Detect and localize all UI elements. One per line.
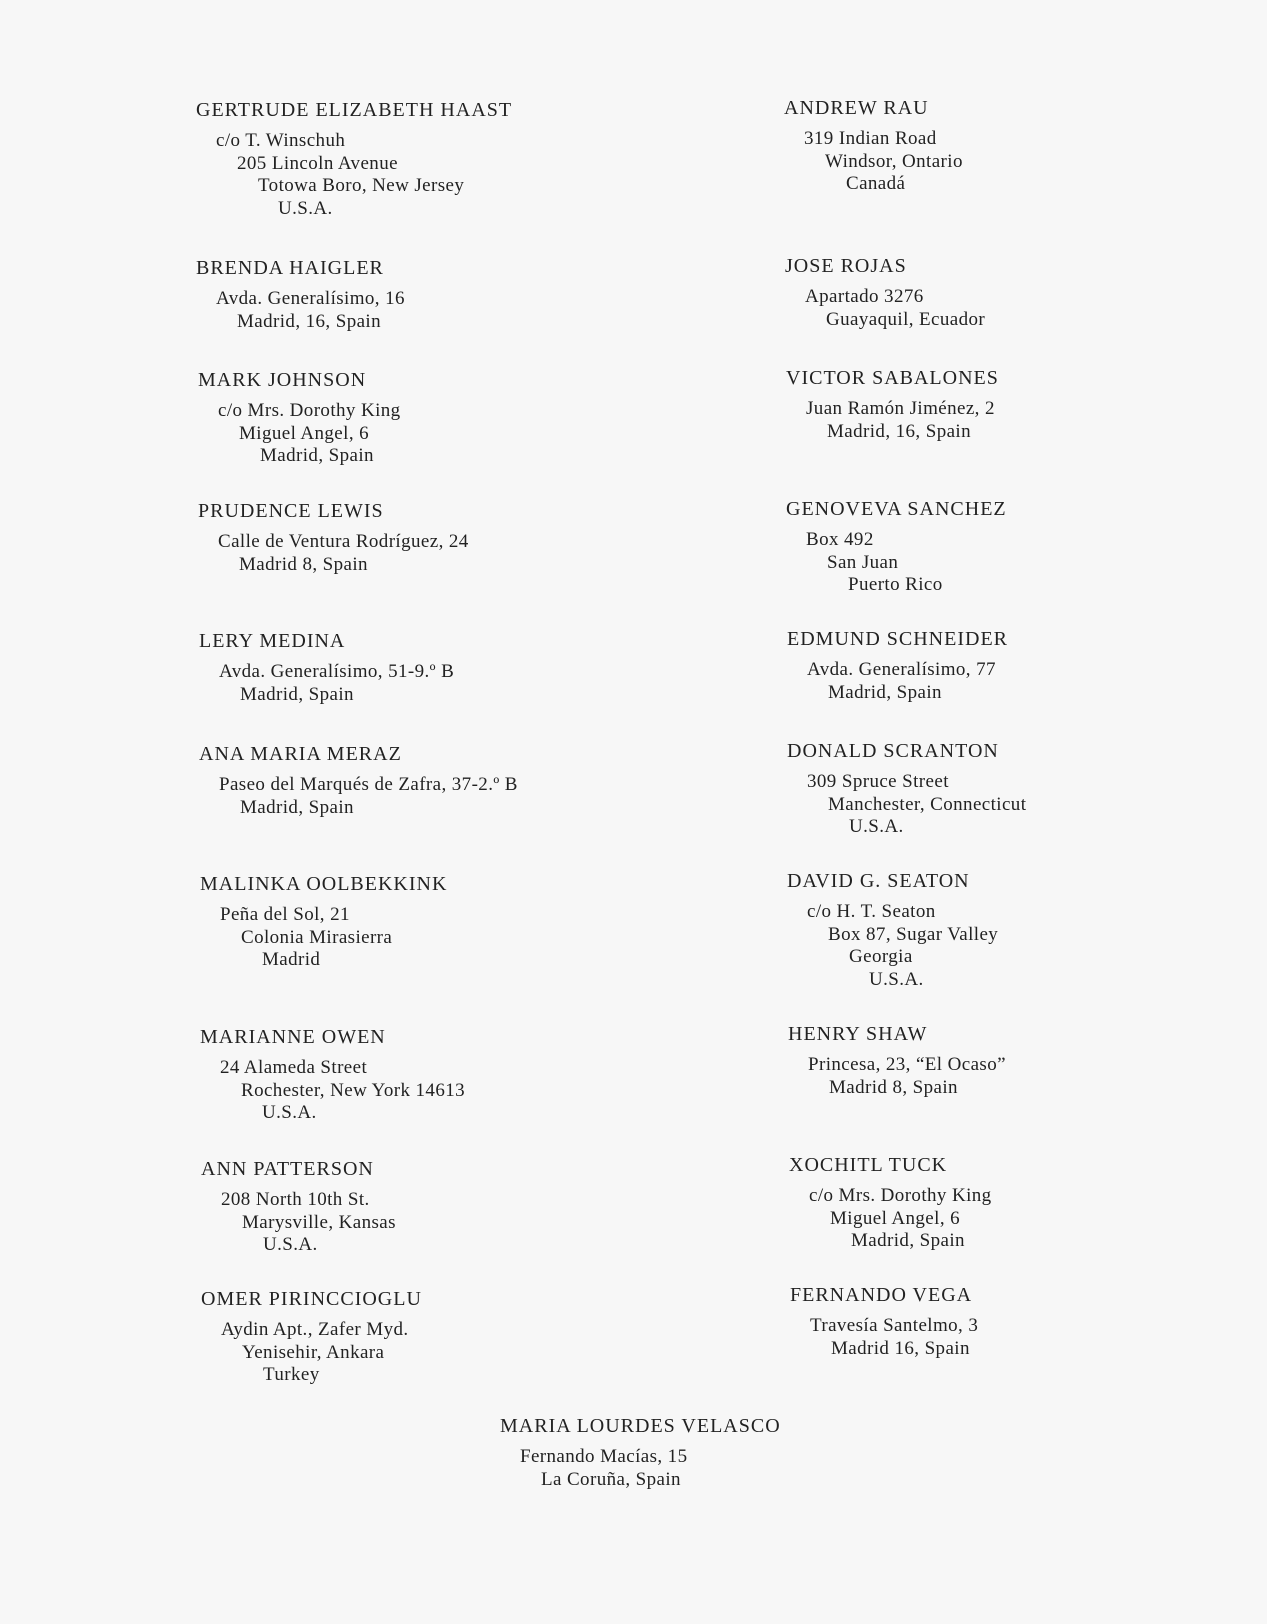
person-name: DONALD SCRANTON: [787, 740, 999, 762]
address-line: Aydin Apt., Zafer Myd.: [221, 1319, 409, 1340]
address-entry: [201, 1157, 396, 1257]
address-line: U.S.A.: [869, 968, 924, 990]
address-entry: [196, 256, 405, 333]
address-entry: [785, 254, 985, 331]
address-line: Marysville, Kansas: [242, 1211, 396, 1233]
person-name: JOSE ROJAS: [785, 255, 907, 277]
address-line: Madrid, Spain: [260, 445, 374, 466]
person-name: EDMUND SCHNEIDER: [787, 628, 1008, 650]
address-line: U.S.A.: [263, 1234, 318, 1255]
person-name: DAVID G. SEATON: [787, 870, 970, 892]
address-line: 309 Spruce Street: [807, 771, 949, 792]
address-line: U.S.A.: [849, 816, 904, 837]
address-line: U.S.A.: [262, 1102, 317, 1123]
address-line: Yenisehir, Ankara: [242, 1341, 385, 1363]
address-entry: [500, 1414, 781, 1491]
address-line: Box 492: [806, 529, 874, 550]
address-entry: [786, 497, 1007, 597]
person-name: MARIA LOURDES VELASCO: [500, 1415, 781, 1437]
address-line: 205 Lincoln Avenue: [237, 152, 398, 174]
person-name: GERTRUDE ELIZABETH HAAST: [196, 99, 513, 121]
address-entry: [787, 627, 1008, 704]
address-line: Windsor, Ontario: [825, 150, 963, 172]
address-line: Georgia: [849, 946, 913, 967]
address-entry: [200, 1025, 465, 1125]
address-line: Miguel Angel, 6: [239, 422, 370, 444]
address-entry: [201, 1287, 422, 1387]
address-entry: [199, 629, 454, 706]
address-line: La Coruña, Spain: [541, 1468, 681, 1490]
address-line: Box 87, Sugar Valley: [828, 923, 999, 945]
person-name: VICTOR SABALONES: [786, 367, 999, 389]
address-line: Madrid, Spain: [828, 681, 942, 703]
address-line: Madrid, Spain: [851, 1230, 965, 1251]
address-entry: [198, 368, 401, 468]
address-line: U.S.A.: [278, 197, 333, 219]
person-name: ANA MARIA MERAZ: [199, 743, 402, 765]
person-name: PRUDENCE LEWIS: [198, 500, 384, 522]
address-entry: [786, 366, 999, 443]
address-line: Madrid 16, Spain: [831, 1337, 970, 1359]
person-name: ANN PATTERSON: [201, 1158, 374, 1180]
address-line: Madrid 8, Spain: [239, 553, 368, 575]
person-name: XOCHITL TUCK: [789, 1154, 948, 1176]
address-line: Colonia Mirasierra: [241, 926, 393, 948]
person-name: OMER PIRINCCIOGLU: [201, 1288, 422, 1310]
address-line: Juan Ramón Jiménez, 2: [806, 398, 995, 419]
address-line: Totowa Boro, New Jersey: [258, 175, 465, 196]
address-line: Peña del Sol, 21: [220, 904, 350, 925]
address-line: Avda. Generalísimo, 16: [216, 288, 405, 309]
address-entry: [200, 872, 447, 972]
address-line: Fernando Macías, 15: [520, 1446, 688, 1467]
address-line: Apartado 3276: [805, 286, 924, 307]
address-line: 24 Alameda Street: [220, 1057, 368, 1078]
address-line: Madrid, 16, Spain: [237, 310, 382, 332]
address-entry: [198, 499, 469, 576]
address-line: Canadá: [846, 173, 906, 194]
address-line: Manchester, Connecticut: [828, 793, 1027, 815]
person-name: GENOVEVA SANCHEZ: [786, 498, 1007, 520]
address-line: 319 Indian Road: [804, 128, 937, 149]
address-line: Avda. Generalísimo, 51-9.º B: [219, 661, 455, 682]
address-line: Travesía Santelmo, 3: [810, 1315, 979, 1336]
address-line: Avda. Generalísimo, 77: [807, 659, 996, 680]
address-line: Rochester, New York 14613: [241, 1079, 466, 1101]
person-name: MALINKA OOLBEKKINK: [200, 873, 448, 895]
person-name: ANDREW RAU: [784, 97, 929, 119]
address-entry: [789, 1153, 992, 1253]
person-name: FERNANDO VEGA: [790, 1284, 973, 1306]
address-line: Miguel Angel, 6: [830, 1207, 961, 1229]
address-line: Madrid, Spain: [240, 683, 354, 705]
person-name: HENRY SHAW: [788, 1023, 928, 1045]
address-line: Madrid: [262, 949, 321, 970]
address-line: Madrid 8, Spain: [829, 1076, 958, 1098]
address-line: Turkey: [263, 1364, 320, 1385]
person-name: MARK JOHNSON: [198, 369, 367, 391]
address-line: Madrid, Spain: [240, 796, 354, 818]
address-entry: [199, 742, 518, 819]
address-line: c/o Mrs. Dorothy King: [218, 400, 401, 421]
address-line: Paseo del Marqués de Zafra, 37-2.º B: [219, 774, 518, 795]
address-entry: [788, 1022, 1006, 1099]
address-entry: [784, 96, 963, 196]
person-name: MARIANNE OWEN: [200, 1026, 386, 1048]
address-line: Guayaquil, Ecuador: [826, 308, 986, 330]
address-line: San Juan: [827, 551, 899, 573]
address-entry: [787, 739, 1026, 839]
address-line: Puerto Rico: [848, 574, 943, 595]
address-entry: [787, 869, 998, 991]
person-name: BRENDA HAIGLER: [196, 257, 384, 279]
address-line: 208 North 10th St.: [221, 1189, 370, 1210]
address-entry: [790, 1283, 978, 1360]
address-line: Calle de Ventura Rodríguez, 24: [218, 531, 469, 552]
address-line: c/o H. T. Seaton: [807, 901, 936, 922]
address-line: Princesa, 23, “El Ocaso”: [808, 1054, 1006, 1075]
address-entry: [196, 98, 512, 220]
address-line: c/o Mrs. Dorothy King: [809, 1185, 992, 1206]
address-line: Madrid, 16, Spain: [827, 420, 972, 442]
person-name: LERY MEDINA: [199, 630, 346, 652]
address-line: c/o T. Winschuh: [216, 130, 346, 151]
